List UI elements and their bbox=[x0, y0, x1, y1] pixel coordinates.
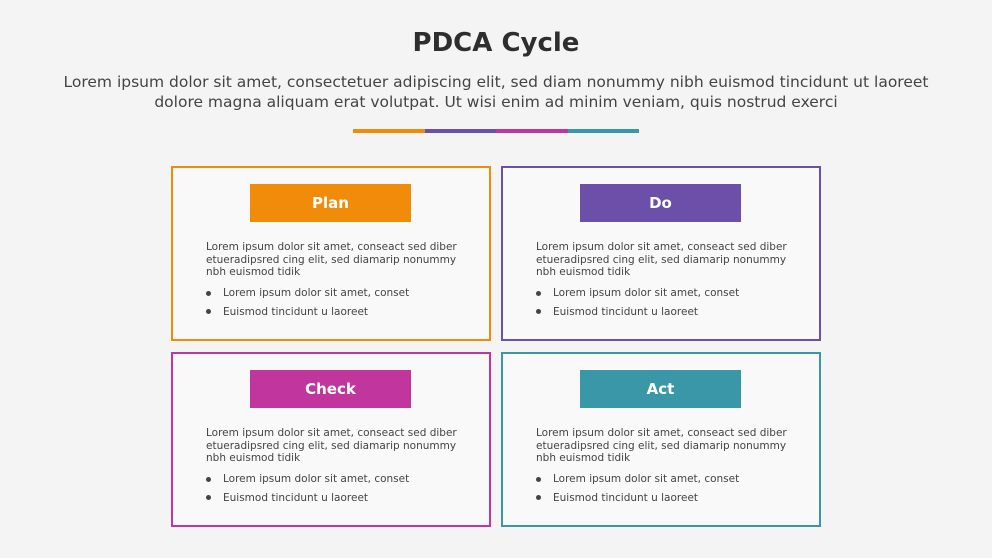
divider-do bbox=[425, 129, 497, 133]
card-plan bbox=[171, 166, 491, 341]
bullet-icon bbox=[536, 495, 541, 500]
bullet-item bbox=[536, 489, 739, 508]
bullet-list bbox=[536, 470, 739, 507]
bullet-icon bbox=[206, 309, 211, 314]
bullet-icon bbox=[536, 309, 541, 314]
card-description: Lorem ipsum dolor sit amet, conseact sed diber etueradipsred cing elit, sed diamarip nonummy nbh euismod tidik bbox=[206, 241, 457, 278]
card-description: Lorem ipsum dolor sit amet, conseact sed diber etueradipsred cing elit, sed diamarip nonummy nbh euismod tidik bbox=[536, 427, 787, 464]
card-do bbox=[501, 166, 821, 341]
bullet-item bbox=[206, 489, 409, 508]
bullet-item bbox=[536, 470, 739, 489]
page-subtitle: Lorem ipsum dolor sit amet, consectetuer adipiscing elit, sed diam nonummy nibh euismod tincidunt ut laoreet dolore magna aliquam erat volutpat. Ut wisi enim ad minim veniam, quis nostrud exerci bbox=[63, 73, 929, 111]
card-check bbox=[171, 352, 491, 527]
check-banner: Check bbox=[250, 370, 411, 408]
card-description: Lorem ipsum dolor sit amet, conseact sed diber etueradipsred cing elit, sed diamarip nonummy nbh euismod tidik bbox=[536, 241, 787, 278]
do-banner: Do bbox=[580, 184, 741, 222]
divider-check bbox=[496, 129, 568, 133]
bullet-item bbox=[206, 470, 409, 489]
card-act bbox=[501, 352, 821, 527]
page-title: PDCA Cycle bbox=[412, 28, 580, 58]
bullet-text: Euismod tincidunt u laoreet bbox=[553, 305, 699, 318]
bullet-text: Euismod tincidunt u laoreet bbox=[223, 491, 369, 504]
bullet-item bbox=[536, 284, 739, 303]
bullet-text: Lorem ipsum dolor sit amet, conset bbox=[553, 473, 740, 486]
bullet-item bbox=[206, 303, 409, 322]
bullet-icon bbox=[206, 477, 211, 482]
bullet-list bbox=[206, 284, 409, 321]
bullet-icon bbox=[536, 291, 541, 296]
bullet-list bbox=[206, 470, 409, 507]
bullet-icon bbox=[536, 477, 541, 482]
bullet-text: Euismod tincidunt u laoreet bbox=[223, 305, 369, 318]
act-banner: Act bbox=[580, 370, 741, 408]
bullet-icon bbox=[206, 291, 211, 296]
color-divider bbox=[353, 129, 639, 133]
bullet-item bbox=[206, 284, 409, 303]
bullet-list bbox=[536, 284, 739, 321]
bullet-text: Lorem ipsum dolor sit amet, conset bbox=[553, 287, 740, 300]
divider-act bbox=[568, 129, 640, 133]
divider-plan bbox=[353, 129, 425, 133]
bullet-text: Lorem ipsum dolor sit amet, conset bbox=[223, 473, 410, 486]
card-description: Lorem ipsum dolor sit amet, conseact sed diber etueradipsred cing elit, sed diamarip nonummy nbh euismod tidik bbox=[206, 427, 457, 464]
bullet-item bbox=[536, 303, 739, 322]
plan-banner: Plan bbox=[250, 184, 411, 222]
bullet-text: Euismod tincidunt u laoreet bbox=[553, 491, 699, 504]
bullet-text: Lorem ipsum dolor sit amet, conset bbox=[223, 287, 410, 300]
bullet-icon bbox=[206, 495, 211, 500]
